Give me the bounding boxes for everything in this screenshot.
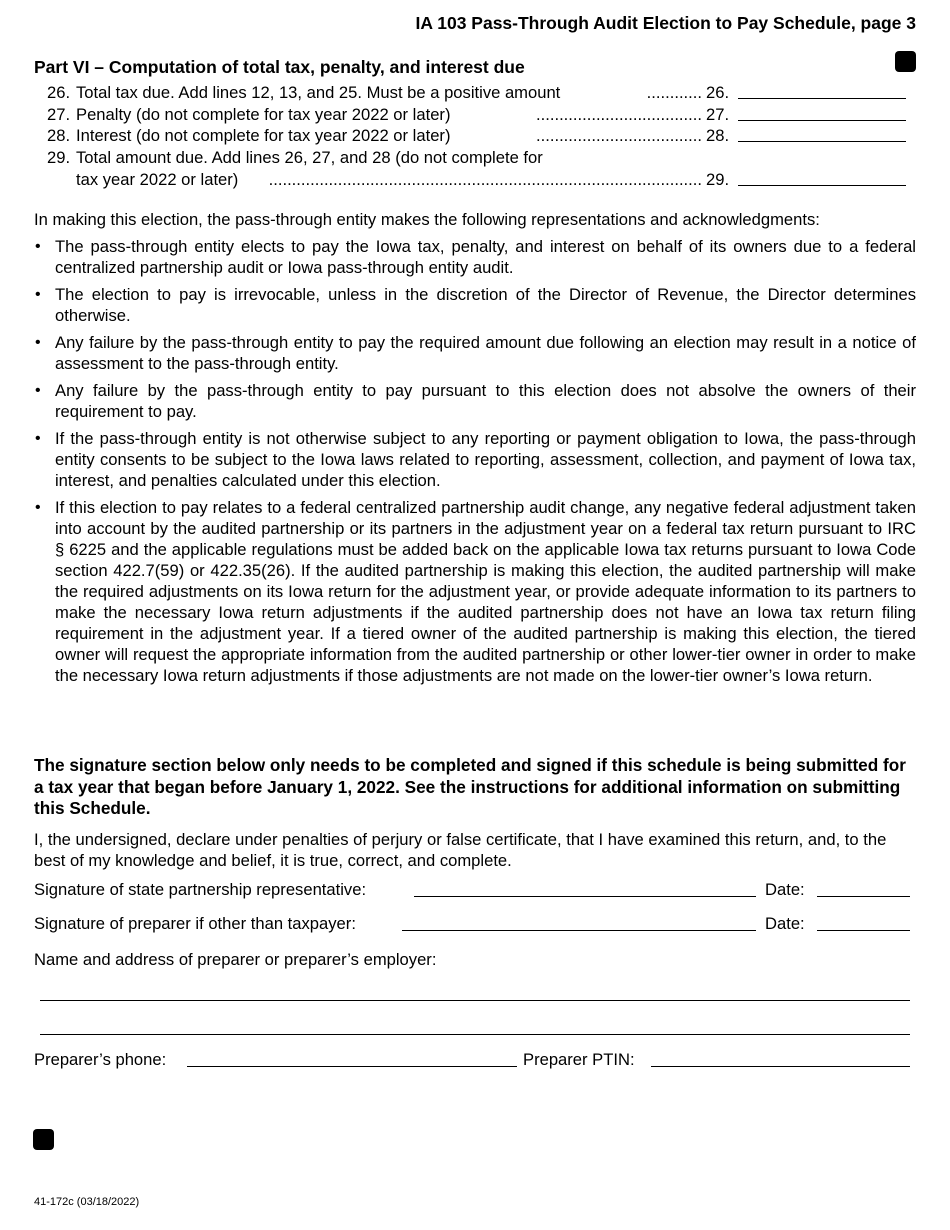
representative-signature-field[interactable] — [414, 896, 756, 897]
name-address-label: Name and address of preparer or preparer’s employer: — [34, 950, 437, 969]
line-28-amount-field[interactable] — [738, 141, 906, 142]
line-reference: 26. — [706, 83, 730, 102]
bullet-icon: • — [35, 382, 41, 399]
preparer-ptin-field[interactable] — [651, 1066, 910, 1067]
part-vi-heading: Part VI – Computation of total tax, penalty, and interest due — [34, 57, 525, 77]
list-item: • The pass-through entity elects to pay the Iowa tax, penalty, and interest on behalf of its owners due to a federal centralized partnership audit or Iowa pass-through entity audit. — [35, 237, 916, 277]
preparer-ptin-label: Preparer PTIN: — [523, 1050, 635, 1069]
list-item: • If the pass-through entity is not otherwise subject to any reporting or payment obligation to Iowa, the pass-through entity consents to be subject to the Iowa laws related to reporting, assessment, collection, and payment of Iowa tax, interest, and penalties calculated under this election. — [35, 429, 916, 490]
date-label: Date: — [765, 880, 805, 899]
dot-leader: .................................... — [536, 126, 702, 145]
bullet-icon: • — [35, 499, 41, 516]
list-item: • The election to pay is irrevocable, unless in the discretion of the Director of Revenue, the Director determines otherwise. — [35, 285, 916, 325]
line-description: Penalty (do not complete for tax year 2022 or later) — [76, 104, 451, 124]
line-description-continued: tax year 2022 or later) — [76, 169, 239, 189]
bullet-icon: • — [35, 238, 41, 255]
line-description: Interest (do not complete for tax year 2022 or later) — [76, 126, 451, 145]
representative-signature-label: Signature of state partnership representative: — [34, 880, 367, 899]
preparer-signature-label: Signature of preparer if other than taxpayer: — [34, 914, 356, 933]
preparer-phone-field[interactable] — [187, 1066, 517, 1067]
list-item: • Any failure by the pass-through entity to pay pursuant to this election does not absolve the owners of their requirement to pay. — [35, 381, 916, 421]
bullet-icon: • — [35, 334, 41, 351]
computation-lines — [34, 82, 906, 191]
line-number: 29. — [47, 147, 71, 167]
line-reference: 27. — [706, 104, 730, 124]
signature-note: The signature section below only needs to be completed and signed if this schedule is being submitted for a tax year that began before January 1, 2022. See the instructions for additional information on submitting this Schedule. — [34, 755, 906, 818]
dot-leader: .................................... — [536, 104, 702, 124]
preparer-contact-row — [34, 1049, 912, 1073]
date-label: Date: — [765, 914, 805, 933]
dot-leader: .............................................................................................. — [268, 169, 702, 189]
line-reference: 29. — [706, 169, 730, 189]
list-item: • Any failure by the pass-through entity to pay the required amount due following an election may result in a notice of assessment to the pass-through entity. — [35, 333, 916, 373]
line-26-amount-field[interactable] — [738, 98, 906, 99]
line-29 — [34, 147, 906, 191]
representations-intro: In making this election, the pass-through entity makes the following representations and acknowledgments: — [34, 210, 820, 229]
address-line-2-field[interactable] — [40, 1034, 910, 1035]
line-number: 27. — [47, 104, 71, 124]
line-reference: 28. — [706, 126, 730, 145]
line-29-amount-field[interactable] — [738, 185, 906, 186]
dot-leader: ............ — [646, 83, 702, 102]
line-28 — [34, 125, 906, 147]
preparer-phone-label: Preparer’s phone: — [34, 1050, 167, 1069]
registration-mark — [895, 51, 916, 72]
line-27-amount-field[interactable] — [738, 120, 906, 121]
line-description: Total amount due. Add lines 26, 27, and 28 (do not complete for — [76, 147, 543, 167]
preparer-date-field[interactable] — [817, 930, 910, 931]
declaration-text: I, the undersigned, declare under penalties of perjury or false certificate, that I have examined this return, and, to the best of my knowledge and belief, it is true, correct, and complete. — [34, 830, 887, 870]
form-id: 41-172c (03/18/2022) — [34, 1196, 140, 1208]
address-line-1-field[interactable] — [40, 1000, 910, 1001]
bullet-icon: • — [35, 430, 41, 447]
line-description: Total tax due. Add lines 12, 13, and 25. Must be a positive amount — [76, 83, 561, 102]
representations-list — [34, 236, 916, 692]
line-number: 26. — [47, 83, 71, 102]
preparer-signature-field[interactable] — [402, 930, 756, 931]
line-27 — [34, 104, 906, 126]
preparer-signature-row — [34, 913, 912, 937]
representative-signature-row — [34, 879, 912, 903]
representative-date-field[interactable] — [817, 896, 910, 897]
registration-mark — [33, 1129, 54, 1150]
line-number: 28. — [47, 126, 71, 145]
bullet-icon: • — [35, 286, 41, 303]
list-item: • If this election to pay relates to a federal centralized partnership audit change, any negative federal adjustment taken into account by the audited partnership or its partners in the adjustment year on a federal tax return pursuant to IRC § 6225 and the applicable regulations must be added back on the applicable Iowa tax returns pursuant to Iowa Code section 422.7(59) or 422.35(26). If the audited partnership is making this election, the audited partnership will make the required adjustments on its Iowa return for the adjustment year, or provide adequate information to its partners to make the necessary Iowa return adjustments if the audited partnership does not have an Iowa tax return filing requirement in the adjustment year. If a tiered owner of the audited partnership is making this election, the tiered owner will request the appropriate information from the audited partnership or other lower-tier owner in order to make the necessary Iowa return adjustments if those adjustments are not made on the lower-tier owner’s Iowa return. — [35, 498, 916, 685]
line-26 — [34, 82, 906, 104]
page-title: IA 103 Pass-Through Audit Election to Pay Schedule, page 3 — [415, 13, 916, 33]
